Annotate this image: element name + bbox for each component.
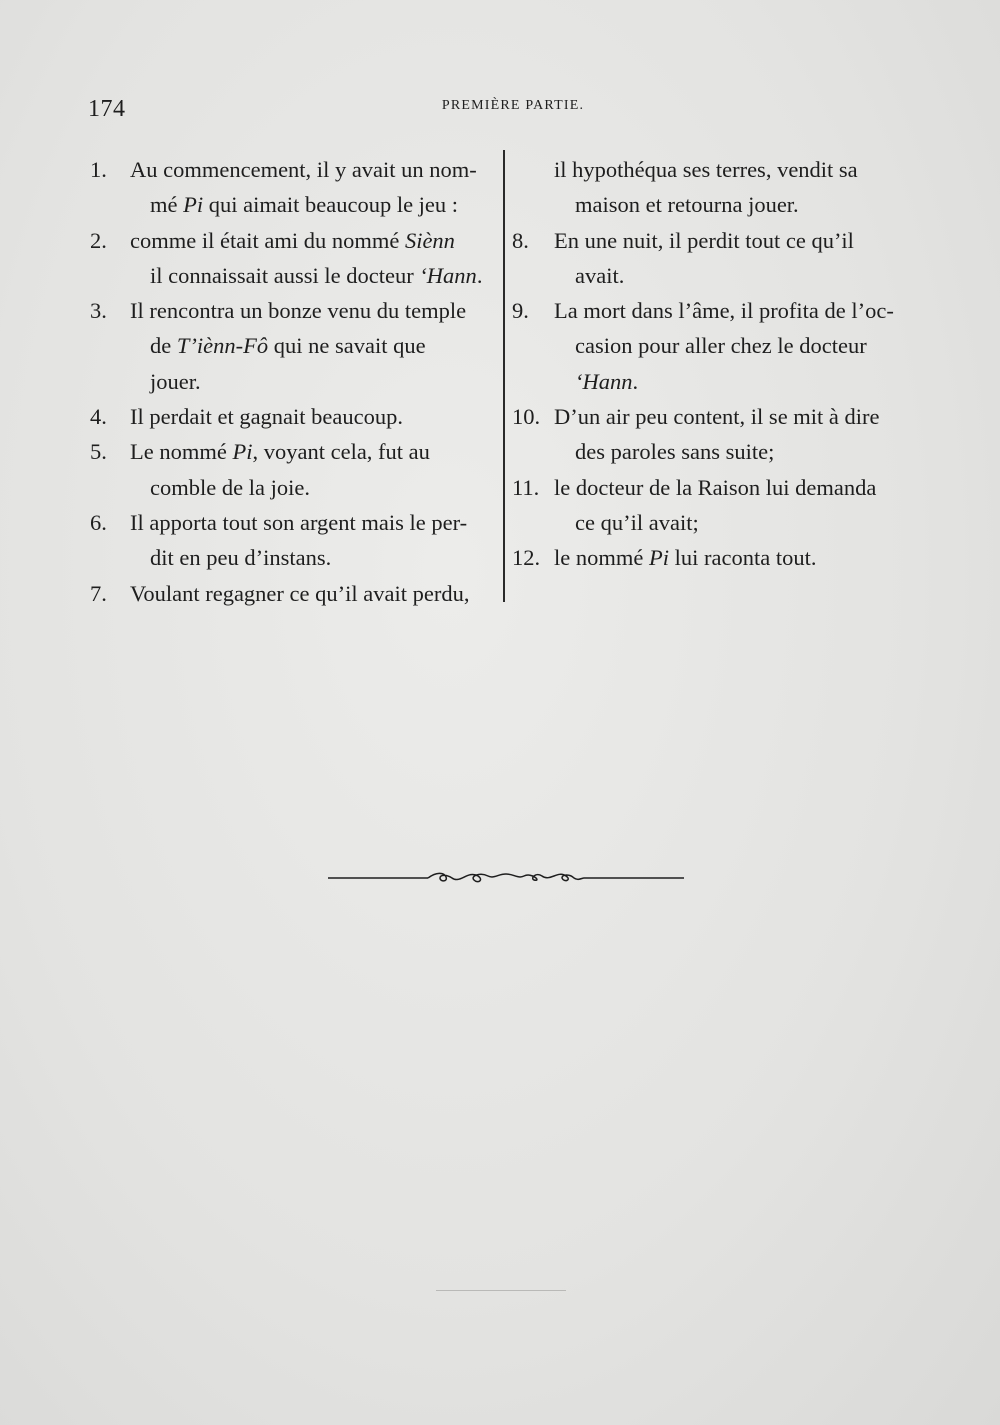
text-line: comble de la joie. (150, 474, 310, 500)
paragraph-number: 8. (512, 227, 529, 253)
text-line: jouer. (150, 368, 201, 394)
paragraph-number: 9. (512, 298, 529, 324)
left-column (88, 152, 498, 611)
text-line: La mort dans l’âme, il profita de l’oc- (554, 298, 894, 324)
numbered-paragraph (88, 434, 498, 505)
text-line: il hypothéqua ses terres, vendit sa (554, 157, 858, 182)
paragraph-number: 3. (90, 298, 107, 324)
faint-rule (436, 1290, 566, 1291)
paragraph-number: 10. (512, 404, 541, 430)
italic-name: Pi (232, 439, 253, 465)
text-line: dit en peu d’instans. (150, 545, 332, 571)
numbered-paragraph (512, 223, 924, 294)
numbered-paragraph (88, 505, 498, 576)
paragraph-number: 11. (512, 474, 540, 500)
text-line: Il apporta tout son argent mais le per- (130, 509, 468, 535)
paragraph-number: 4. (90, 404, 107, 430)
numbered-paragraph (88, 223, 498, 294)
text-line: ‘Hann. (575, 368, 639, 394)
numbered-paragraph (88, 152, 498, 223)
paragraph-number: 2. (90, 227, 107, 253)
paragraph-number: 5. (90, 439, 107, 465)
italic-name: Pi (183, 192, 204, 218)
text-line: D’un air peu content, il se mit à dire (554, 404, 880, 430)
text-line: mé Pi qui aimait beaucoup le jeu : (150, 192, 459, 218)
numbered-paragraph (88, 399, 498, 434)
ornament-rule (328, 866, 684, 890)
numbered-paragraph (512, 293, 924, 399)
text-line: le nommé Pi lui raconta tout. (554, 545, 817, 571)
paragraph-number: 1. (90, 157, 107, 182)
text-line: de T’iènn-Fô qui ne savait que (150, 333, 426, 359)
text-line: Il perdait et gagnait beaucoup. (130, 404, 404, 430)
running-head: PREMIÈRE PARTIE. (441, 98, 585, 113)
column-divider (503, 150, 505, 602)
numbered-paragraph (88, 293, 498, 399)
page-number: 174 (88, 96, 126, 122)
text-line: comme il était ami du nommé Siènn (130, 227, 455, 253)
text-line: Au commencement, il y avait un nom- (130, 157, 477, 182)
text-line: avait. (575, 262, 625, 288)
paragraph-number: 6. (90, 509, 107, 535)
numbered-paragraph (512, 470, 924, 541)
text-line: casion pour aller chez le docteur (575, 333, 867, 359)
numbered-paragraph (88, 576, 498, 611)
italic-name: ‘Hann (419, 262, 477, 288)
paragraph-number: 12. (512, 545, 541, 571)
numbered-paragraph (512, 399, 924, 470)
text-line: maison et retourna jouer. (575, 192, 799, 218)
italic-name: Pi (648, 545, 669, 571)
text-line: En une nuit, il perdit tout ce qu’il (554, 227, 854, 253)
text-line: des paroles sans suite; (575, 439, 775, 465)
text-line: il connaissait aussi le docteur ‘Hann. (150, 262, 483, 288)
text-line: Voulant regagner ce qu’il avait perdu, (130, 580, 470, 606)
numbered-paragraph (512, 540, 924, 575)
text-line: ce qu’il avait; (575, 509, 699, 535)
text-line: Le nommé Pi, voyant cela, fut au (130, 439, 430, 465)
numbered-paragraph (512, 152, 924, 223)
text-line: Il rencontra un bonze venu du temple (130, 298, 467, 324)
right-column (512, 152, 924, 576)
text-line: le docteur de la Raison lui demanda (554, 474, 877, 500)
paragraph-number: 7. (90, 580, 107, 606)
italic-name: ‘Hann (575, 368, 633, 394)
italic-name: T’iènn-Fô (176, 333, 269, 359)
italic-name: Siènn (404, 227, 455, 253)
